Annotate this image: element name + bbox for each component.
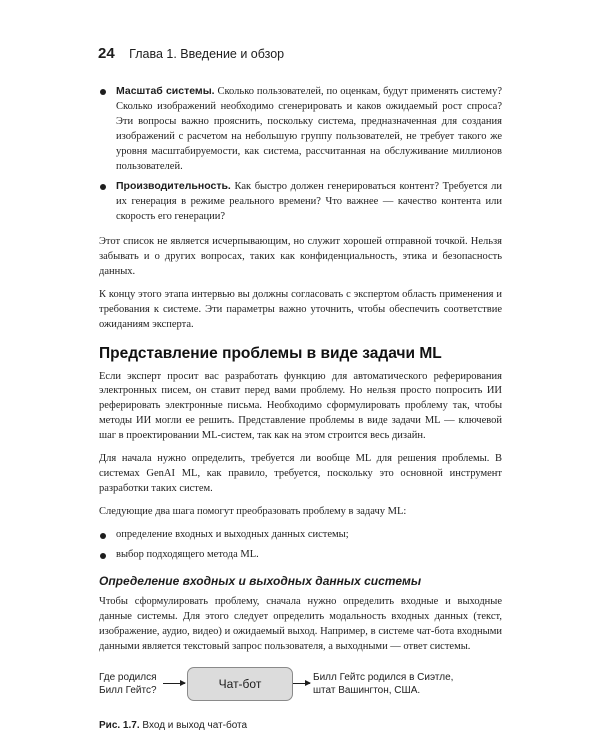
paragraph-steps: Следующие два шага помогут преобразовать проблему в задачу ML: <box>99 505 407 517</box>
figure-input-line: Где родился <box>99 672 157 683</box>
paragraph-end-stage: К концу этого этапа интервью вы должны согласовать с экспертом область применения и требования к системе. Эти параметры важно уточнить, чтобы обеспечить соответствие ожиданиям эксперта. <box>99 288 502 330</box>
bullet-icon <box>100 89 106 95</box>
bullet-icon <box>100 553 106 559</box>
section-title: Представление проблемы в виде задачи ML <box>99 344 442 362</box>
arrow-right-icon <box>293 683 310 684</box>
list-item <box>99 84 502 174</box>
figure-output-line: Билл Гейтс родился в Сиэтле, <box>313 672 454 683</box>
page-body <box>99 84 502 734</box>
list-item <box>99 548 502 563</box>
bullet-icon <box>100 533 106 539</box>
bullet-term: Производительность. <box>116 180 231 193</box>
figure-output <box>313 671 453 697</box>
figure-input-line: Билл Гейтс? <box>99 685 157 696</box>
step-text: определение входных и выходных данных системы; <box>116 528 349 540</box>
bullet-term: Масштаб системы. <box>116 85 215 97</box>
step-text: выбор подходящего метода ML. <box>116 548 259 560</box>
chatbot-figure <box>99 665 502 713</box>
figure-caption <box>99 719 502 734</box>
bullet-text: Как быстро должен генерироваться контент? Требуется ли их генерация в режиме реального времени? Что важнее — качество контента или скорость его генерации? <box>116 181 502 223</box>
chatbot-box: Чат-бот <box>187 667 293 701</box>
running-head: Глава 1. Введение и обзор <box>129 47 285 61</box>
list-item <box>99 179 502 225</box>
page-header <box>98 45 284 63</box>
bullet-text: Сколько пользователей, по оценкам, будут применять систему? Сколько изображений необходимо сгенерировать и каков ожидаемый рост спроса? Эти вопросы важно прояснить, поскольку система, предназначенная для создания изображений с расчетом на небольшую группу пользователей, не требует такого же уровня масштабируемости, как система, рассчитанная на обслуживание миллионов пользователей. <box>116 86 502 172</box>
page-number: 24 <box>98 45 115 62</box>
paragraph-expert: Если эксперт просит вас разработать функцию для автоматического реферирования электронных писем, он ставит перед вами проблему. Но нельзя просто попросить ИИ реферировать электронные письма. Необходимо сформулировать проблему так, чтобы методы ИИ могли ее решить. Представление проблемы в виде задачи ML — ключевой шаг в проектировании ML-систем, так как на этом строится весь дизайн. <box>99 370 502 442</box>
subsection-title: Определение входных и выходных данных системы <box>99 574 422 589</box>
caption-text: Вход и выход чат-бота <box>139 720 248 731</box>
paragraph-io: Чтобы сформулировать проблему, сначала нужно определить входные и выходные данные системы. Для этого следует определить модальность входных данных (текст, изображение, аудио, видео) и ожидаемый выход. Например, в системе чат-бота входными данными является текстовый запрос пользователя, а выходными — ответ системы. <box>99 596 502 653</box>
caption-number: Рис. 1.7. <box>99 720 140 731</box>
figure-output-line: штат Вашингтон, США. <box>313 685 421 696</box>
arrow-right-icon <box>163 683 185 684</box>
bullet-icon <box>100 184 106 190</box>
figure-input <box>99 671 157 697</box>
paragraph-list-note: Этот список не является исчерпывающим, но служит хорошей отправной точкой. Нельзя забывать и о других вопросах, таких как конфиденциальность, этика и безопасность данных. <box>99 236 502 277</box>
paragraph-first: Для начала нужно определить, требуется ли вообще ML для решения проблемы. В системах GenAI ML, как правило, требуется, поскольку это основной инструмент разработки таких систем. <box>99 453 502 494</box>
list-item <box>99 528 502 543</box>
